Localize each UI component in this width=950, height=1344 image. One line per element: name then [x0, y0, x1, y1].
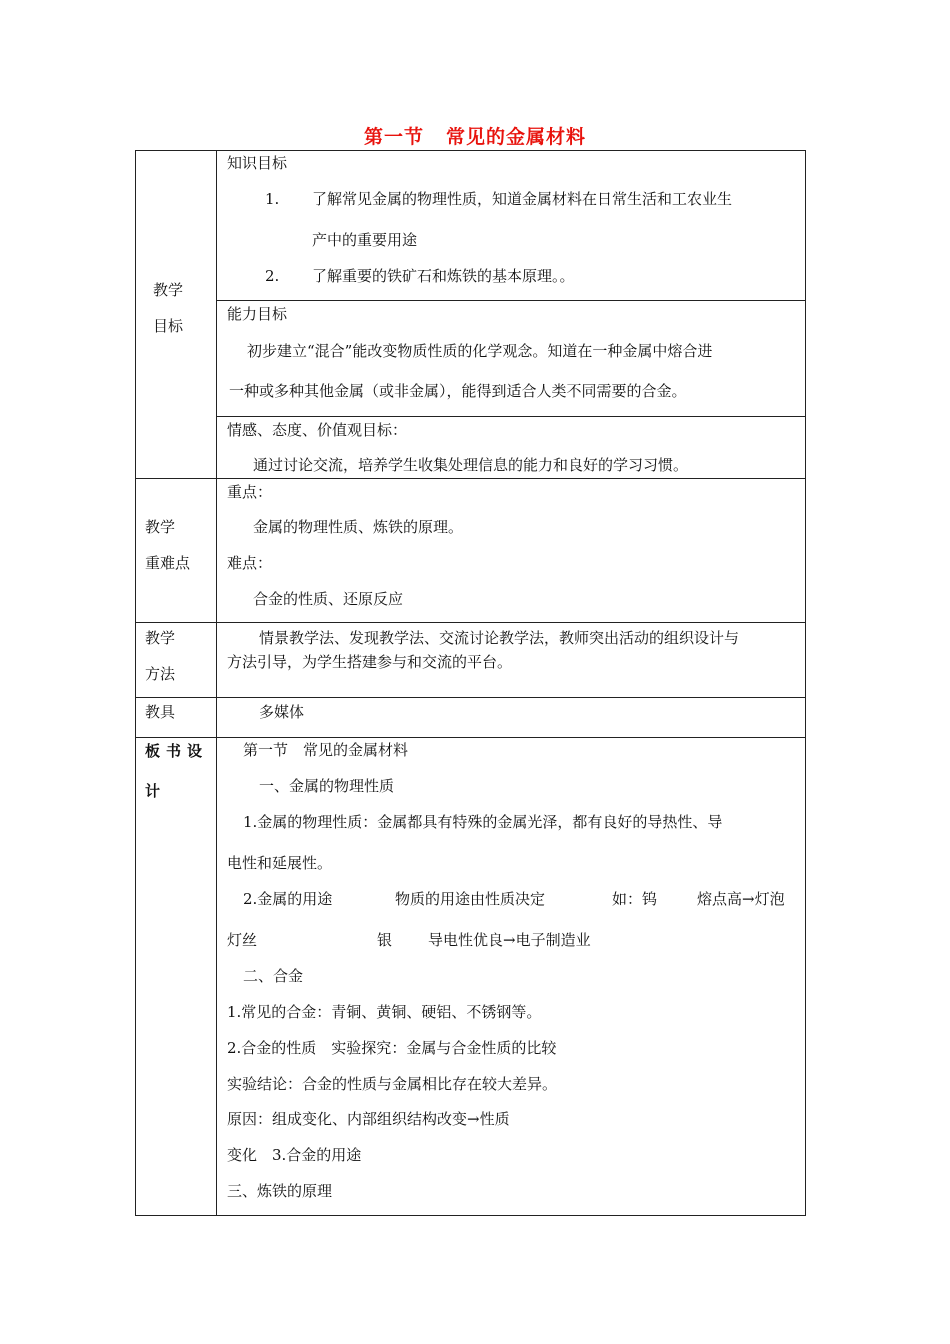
board-line-9: 2.合金的性质 实验探究：金属与合金性质的比较: [227, 1039, 557, 1057]
objectives-label-2: 目标: [153, 317, 184, 335]
knowledge-item1-num: 1.: [265, 190, 280, 208]
board-line-8: 1.常见的合金：青铜、黄铜、硬铝、不锈钢等。: [227, 1003, 542, 1021]
board-line-7: 二、合金: [243, 967, 304, 985]
knowledge-item2-text: 了解重要的铁矿石和炼铁的基本原理。。: [312, 267, 575, 285]
page-title: 第一节 常见的金属材料: [363, 126, 587, 148]
emotion-line1: 通过讨论交流，培养学生收集处理信息的能力和良好的学习习惯。: [253, 456, 689, 474]
row-divider-board: [135, 737, 806, 738]
keypoints-label-1: 教学: [145, 518, 176, 536]
knowledge-item1-line1: 了解常见金属的物理性质，知道金属材料在日常生活和工农业生: [312, 190, 733, 208]
knowledge-item2-num: 2.: [265, 267, 280, 285]
board-line-3: 1.金属的物理性质：金属都具有特殊的金属光泽，都有良好的导热性、导: [243, 813, 723, 831]
board-label-2: 计: [145, 782, 167, 800]
knowledge-heading: 知识目标: [227, 154, 288, 172]
column-divider: [216, 150, 217, 1216]
key-heading: 重点：: [227, 483, 273, 501]
tools-text: 多媒体: [259, 703, 305, 721]
row-divider-emotion: [216, 416, 806, 417]
emotion-heading: 情感、态度、价值观目标：: [227, 421, 408, 439]
board-line-6c: 导电性优良→电子制造业: [428, 931, 591, 949]
board-line-5d: 熔点高→灯泡: [697, 890, 785, 908]
board-line-6b: 银: [377, 931, 393, 949]
board-line-11: 原因：组成变化、内部组织结构改变→性质: [227, 1110, 510, 1128]
row-divider-ability: [216, 300, 806, 301]
board-line-5c: 如：钨: [612, 890, 658, 908]
board-line-5b: 物质的用途由性质决定: [395, 890, 546, 908]
board-line-6a: 灯丝: [227, 931, 258, 949]
method-line2: 方法引导，为学生搭建参与和交流的平台。: [227, 653, 513, 671]
key-text: 金属的物理性质、炼铁的原理。: [253, 518, 464, 536]
knowledge-item1-line2: 产中的重要用途: [312, 231, 418, 249]
ability-line2: 一种或多种其他金属（或非金属），能得到适合人类不同需要的合金。: [229, 382, 687, 400]
board-line-5a: 2.金属的用途: [243, 890, 333, 908]
method-line1: 情景教学法、发现教学法、交流讨论教学法，教师突出活动的组织设计与: [259, 629, 740, 647]
objectives-label-1: 教学: [153, 281, 184, 299]
difficult-text: 合金的性质、还原反应: [253, 590, 404, 608]
board-label-1: 板书设: [145, 742, 209, 760]
board-line-12: 变化 3.合金的用途: [227, 1146, 362, 1164]
keypoints-label-2: 重难点: [145, 554, 191, 572]
board-line-1: 第一节 常见的金属材料: [243, 741, 409, 759]
row-divider-tools: [135, 697, 806, 698]
board-line-4: 电性和延展性。: [227, 854, 333, 872]
row-divider-method: [135, 622, 806, 623]
row-divider-keypoints: [135, 478, 806, 479]
tools-label: 教具: [145, 703, 176, 721]
method-label-2: 方法: [145, 665, 176, 683]
board-line-2: 一、金属的物理性质: [259, 777, 395, 795]
difficult-heading: 难点：: [227, 554, 273, 572]
ability-heading: 能力目标: [227, 305, 288, 323]
method-label-1: 教学: [145, 629, 176, 647]
ability-line1: 初步建立“混合”能改变物质性质的化学观念。知道在一种金属中熔合进: [247, 342, 713, 360]
board-line-13: 三、炼铁的原理: [227, 1182, 333, 1200]
board-line-10: 实验结论：合金的性质与金属相比存在较大差异。: [227, 1075, 558, 1093]
